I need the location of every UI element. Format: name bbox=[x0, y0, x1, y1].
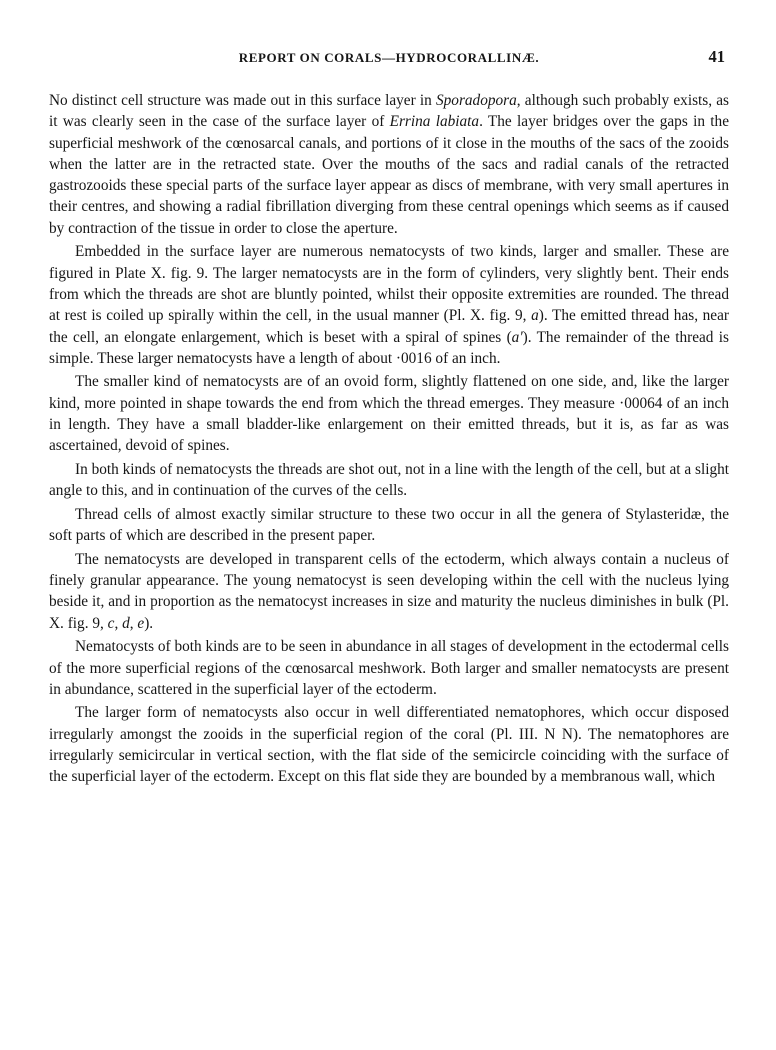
text-run: The smaller kind of nematocysts are of an ovoid form, slightly flattened on one side, and, like the larger kind, more pointed in shape towards the end from which the thread emerges. They measure ·00064 of an inch in length. They have a small bladder-like enlargement on their emitted threads, but it is, as far as was ascertained, devoid of spines. bbox=[49, 373, 729, 455]
text-run: Embedded in the surface layer are numerous nematocysts of two kinds, larger and smaller. These are figured in Plate X. fig. 9. The larger nematocysts are in the form of cylinders, very slightly bent. Their ends from which the threads are shot are bluntly pointed, whilst their opposite extremities are rounded. The thread at rest is coiled up spirally within the cell, in the usual manner (Pl. X. fig. 9, bbox=[49, 243, 729, 325]
italic-text: Sporadopora bbox=[436, 92, 517, 109]
document-page bbox=[49, 46, 729, 790]
paragraph bbox=[49, 241, 729, 369]
italic-text: e bbox=[137, 614, 145, 632]
text-run: Nematocysts of both kinds are to be seen in abundance in all stages of development in the ectodermal cells of the more superficial regions of the cœnosarcal meshwork. Both larger and smaller nematocysts are present in abundance, scattered in the superficial layer of the ectoderm. bbox=[49, 638, 729, 698]
paragraph bbox=[49, 636, 729, 700]
italic-text: c bbox=[107, 614, 115, 632]
paragraph bbox=[49, 702, 729, 787]
paragraph bbox=[49, 504, 729, 547]
text-run: The larger form of nematocysts also occur in well differentiated nematophores, which occur disposed irregularly amongst the zooids in the superficial region of the coral (Pl. III. N N). The nematophores are irregularly semicircular in vertical section, with the flat side of the semicircle coinciding with the surface of the superficial layer of the ectoderm. Except on this flat side they are bounded by a membranous wall, which bbox=[49, 704, 729, 786]
text-run: Thread cells of almost exactly similar structure to these two occur in all the genera of Stylasteridæ, the soft parts of which are described in the present paper. bbox=[49, 505, 729, 545]
text-run: No distinct cell structure was made out in this surface layer in bbox=[49, 92, 436, 109]
body-text bbox=[49, 90, 729, 788]
text-run: ). The remainder of the thread is simple. These larger nematocysts have a length of about ·0016 of an inch. bbox=[49, 328, 730, 367]
text-run: , bbox=[114, 614, 123, 632]
page-header bbox=[49, 46, 729, 76]
text-run: , although such probably exists, as it was clearly seen in the case of the surface layer of bbox=[49, 92, 730, 131]
page-number: 41 bbox=[708, 47, 725, 66]
italic-text: a' bbox=[511, 328, 523, 346]
running-head: REPORT ON CORALS—HYDROCORALLINÆ. bbox=[238, 50, 540, 65]
paragraph bbox=[49, 459, 729, 502]
paragraph bbox=[49, 371, 729, 456]
italic-text: Errina labiata bbox=[389, 113, 480, 131]
text-run: . The layer bridges over the gaps in the superficial meshwork of the cœnosarcal canals, and portions of it close in the mouths of the sacs of the zooids when the latter are in the retracted state. Over the mouths of the sacs and radial canals of the retracted gastrozooids these special parts of the surface layer appear as discs of membrane, with very small apertures in their centres, and showing a radial fibrillation diverging from these central openings which seems as if caused by contraction of the tissue in order to close the aperture. bbox=[49, 113, 729, 237]
text-run: , bbox=[129, 614, 138, 632]
paragraph bbox=[49, 549, 729, 634]
paragraph bbox=[49, 90, 729, 239]
text-run: In both kinds of nematocysts the threads are shot out, not in a line with the length of the cell, but at a slight angle to this, and in continuation of the curves of the cells. bbox=[49, 460, 729, 500]
text-run: The nematocysts are developed in transparent cells of the ectoderm, which always contain a nucleus of finely granular appearance. The young nematocyst is seen developing within the cell with the nucleus lying beside it, and in proportion as the nematocyst increases in size and maturity the nucleus diminishes in bulk (Pl. X. fig. 9, bbox=[49, 550, 729, 632]
text-run: ). bbox=[144, 614, 154, 632]
italic-text: d bbox=[122, 614, 130, 632]
text-run: ). The emitted thread has, near the cell, an elongate enlargement, which is beset with a spiral of spines ( bbox=[49, 307, 729, 346]
italic-text: a bbox=[531, 307, 539, 325]
